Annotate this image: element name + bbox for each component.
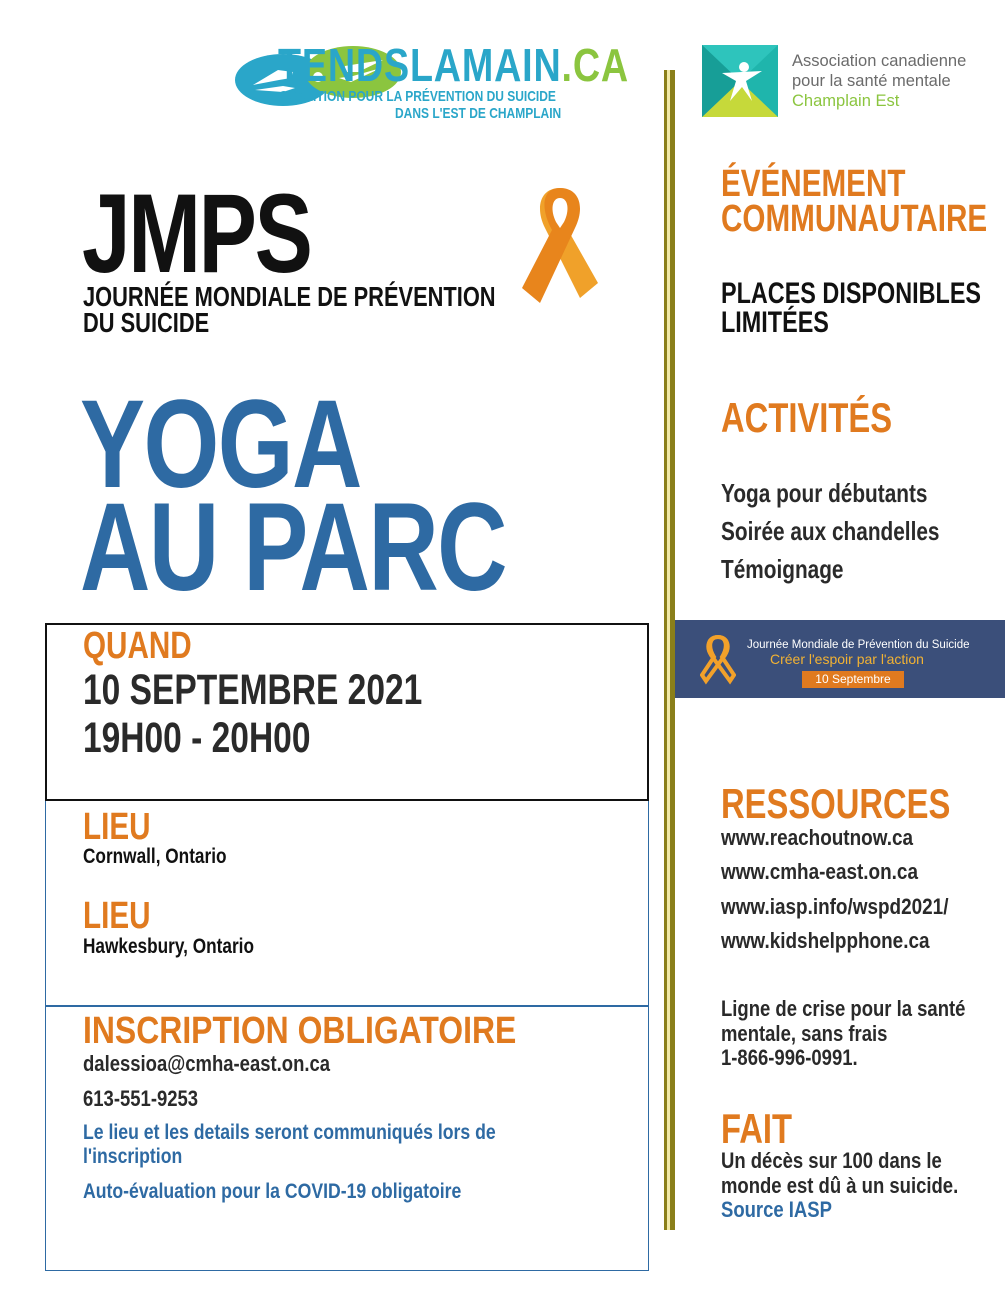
event-full-name-line-1: JOURNÉE MONDIALE DE PRÉVENTION [83, 281, 496, 312]
event-full-name-line-2: DU SUICIDE [83, 307, 210, 338]
event-type-line-2: COMMUNAUTAIRE [721, 198, 988, 240]
activities-heading: ACTIVITÉS [721, 394, 893, 441]
title-line-2: AU PARC [80, 478, 507, 617]
activity-item: Yoga pour débutants [721, 478, 928, 508]
banner-slogan: Créer l'espoir par l'action [770, 651, 924, 667]
crisis-phone: 1-866-996-0991. [721, 1045, 858, 1070]
event-date: 10 SEPTEMBRE 2021 [83, 666, 423, 714]
banner-title: Journée Mondiale de Prévention du Suicide [747, 639, 970, 651]
cmha-name-line-2: pour la santé mentale [792, 72, 951, 90]
covid-note: Auto-évaluation pour la COVID-19 obligatoire [83, 1180, 462, 1203]
location-value: Hawkesbury, Ontario [83, 935, 254, 958]
when-heading: QUAND [83, 625, 192, 667]
resource-link[interactable]: www.iasp.info/wspd2021/ [721, 894, 949, 919]
coalition-line-1: COALITION POUR LA PRÉVENTION DU SUICIDE [279, 88, 556, 105]
location-heading: LIEU [83, 895, 151, 937]
location-heading: LIEU [83, 806, 151, 848]
fact-source: Source IASP [721, 1197, 832, 1222]
resources-heading: RESSOURCES [721, 780, 951, 827]
event-acronym: JMPS [82, 171, 311, 296]
crisis-line-2: mentale, sans frais [721, 1021, 888, 1046]
places-line-1: PLACES DISPONIBLES [721, 277, 982, 310]
places-line-2: LIMITÉES [721, 306, 829, 339]
column-divider-highlight [667, 70, 670, 1230]
cmha-name-line-3: Champlain Est [792, 92, 900, 110]
resource-link[interactable]: www.reachoutnow.ca [721, 825, 914, 850]
banner-date: 10 Septembre [802, 671, 904, 688]
event-type-line-1: ÉVÉNEMENT [721, 163, 906, 205]
crisis-line-1: Ligne de crise pour la santé [721, 996, 966, 1021]
fact-line-2: monde est dû à un suicide. [721, 1173, 959, 1198]
registration-note-line-2: l'inscription [83, 1145, 183, 1168]
registration-phone: 613-551-9253 [83, 1086, 199, 1111]
cmha-name-line-1: Association canadienne [792, 52, 967, 70]
cmha-logo [702, 45, 778, 117]
registration-note-line-1: Le lieu et les details seront communiqués lors de [83, 1121, 496, 1144]
fact-line-1: Un décès sur 100 dans le [721, 1148, 942, 1173]
resource-link[interactable]: www.kidshelpphone.ca [721, 928, 930, 953]
awareness-ribbon-icon [510, 178, 610, 313]
title-line-1: YOGA [80, 375, 361, 514]
registration-email[interactable]: dalessioa@cmha-east.on.ca [83, 1051, 331, 1076]
activity-item: Témoignage [721, 554, 844, 584]
banner-ribbon-icon [700, 635, 736, 685]
activity-item: Soirée aux chandelles [721, 516, 940, 546]
registration-heading: INSCRIPTION OBLIGATOIRE [83, 1010, 517, 1052]
event-time: 19H00 - 20H00 [83, 714, 311, 762]
brand-name: TENDSLAMAIN.CA [278, 39, 629, 91]
resource-link[interactable]: www.cmha-east.on.ca [721, 859, 918, 884]
coalition-line-2: DANS L'EST DE CHAMPLAIN [395, 105, 562, 122]
fact-heading: FAIT [721, 1105, 792, 1152]
location-value: Cornwall, Ontario [83, 845, 227, 868]
